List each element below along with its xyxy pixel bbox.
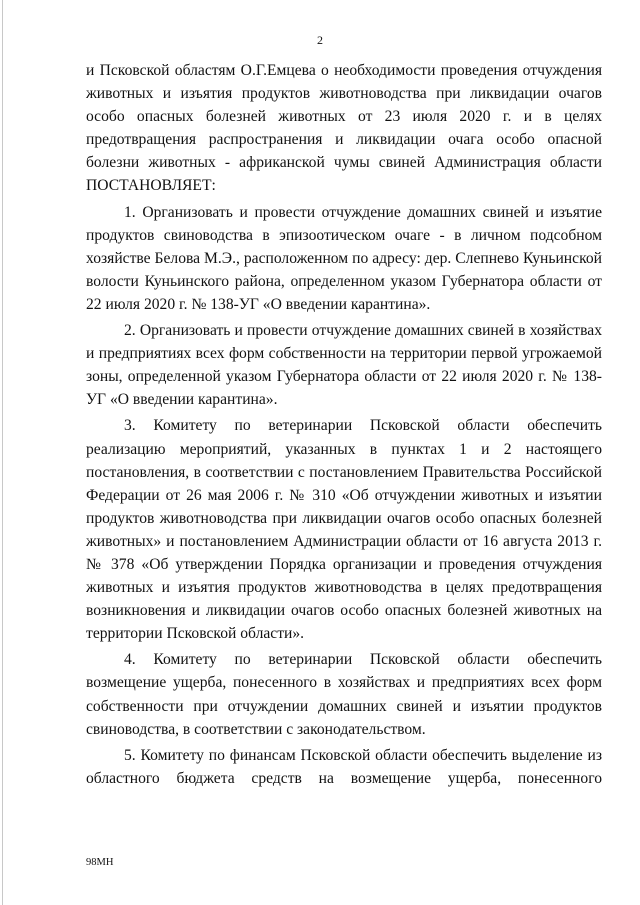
paragraph-item-3: 3. Комитету по ветеринарии Псковской области обеспечить реализацию мероприятий, указанных в пунктах 1 и 2 настоящего постановления, в соответствии с постановлением Правительства Российской Федерации от 26 мая 2006 г. № 310 «Об отчуждении животных и изъятии продуктов животноводства при ликвидации очагов особо опасных болезней животных» и постановлением Администрации области от 16 августа 2013 г. № 378 «Об утверждении Порядка организации и проведения отчуждения животных и изъятия продуктов животноводства в целях предотвращения возникновения и ликвидации очагов особо опасных болезней животных на территории Псковской области». bbox=[86, 417, 602, 643]
page-number: 2 bbox=[317, 33, 323, 47]
document-body bbox=[86, 59, 602, 793]
paragraph-item-5: 5. Комитету по финансам Псковской области обеспечить выделение из областного бюджета средств на возмещение ущерба, понесенного bbox=[86, 746, 602, 787]
preamble-paragraph: и Псковской областям О.Г.Емцева о необходимости проведения отчуждения животных и изъятия продуктов животноводства при ликвидации очагов особо опасных болезней животных от 23 июля 2020 г. и в целях предотвращения распространения и ликвидации очага особо опасной болезни животных - африканской чумы свиней Администрация области ПОСТАНОВЛЯЕТ: bbox=[86, 62, 602, 195]
scan-edge-line bbox=[2, 0, 3, 905]
footer-code: 98МН bbox=[86, 857, 114, 868]
paragraph-item-4: 4. Комитету по ветеринарии Псковской области обеспечить возмещение ущерба, понесенного в хозяйствах и предприятиях всех форм собственности при отчуждении домашних свиней и изъятии продуктов свиноводства, в соответствии с законодательством. bbox=[86, 651, 602, 738]
paragraph-item-1: 1. Организовать и провести отчуждение домашних свиней и изъятие продуктов свиноводства в эпизоотическом очаге - в личном подсобном хозяйстве Белова М.Э., расположенном по адресу: дер. Слепнево Куньинской волости Куньинского района, определенном указом Губернатора области от 22 июля 2020 г. № 138-УГ «О введении карантина». bbox=[86, 203, 602, 313]
paragraph-item-2: 2. Организовать и провести отчуждение домашних свиней в хозяйствах и предприятиях всех форм собственности на территории первой угрожаемой зоны, определенной указом Губернатора области от 22 июля 2020 г. № 138-УГ «О введении карантина». bbox=[86, 322, 602, 409]
